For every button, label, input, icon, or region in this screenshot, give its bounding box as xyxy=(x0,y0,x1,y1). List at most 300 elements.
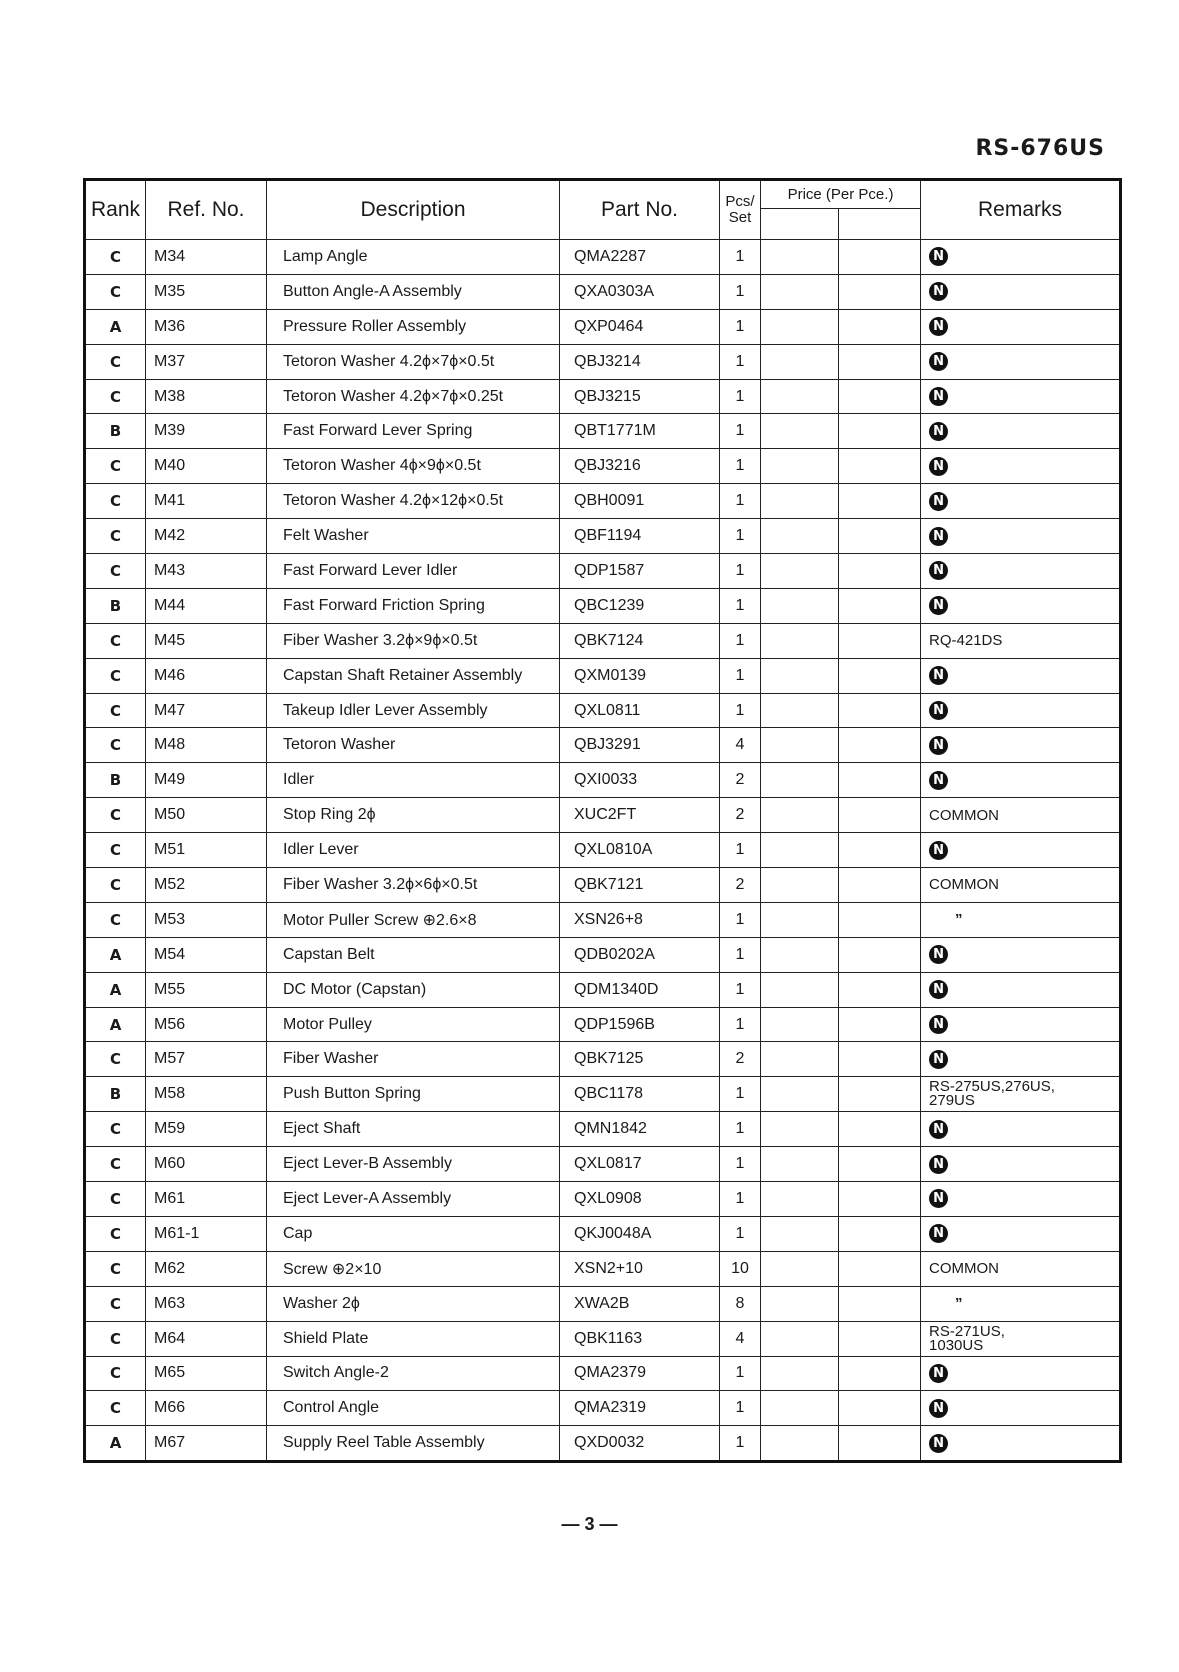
price-cell-2 xyxy=(839,1077,921,1112)
pcs-cell: 1 xyxy=(720,937,761,972)
ref-no-cell: M67 xyxy=(146,1426,267,1462)
ref-no-cell: M52 xyxy=(146,868,267,903)
pcs-cell: 1 xyxy=(720,1391,761,1426)
part-no-cell: XWA2B xyxy=(560,1286,720,1321)
new-part-icon: N xyxy=(929,701,948,720)
ref-no-cell: M51 xyxy=(146,833,267,868)
part-no-cell: QXL0908 xyxy=(560,1182,720,1217)
description-cell: Capstan Belt xyxy=(267,937,560,972)
price-cell-2 xyxy=(839,449,921,484)
price-cell-1 xyxy=(761,1182,839,1217)
description-cell: Fast Forward Friction Spring xyxy=(267,588,560,623)
part-no-cell: QXL0810A xyxy=(560,833,720,868)
new-part-icon: N xyxy=(929,1399,948,1418)
new-part-icon: N xyxy=(929,247,948,266)
price-cell-1 xyxy=(761,1112,839,1147)
pcs-cell: 1 xyxy=(720,693,761,728)
remarks-cell xyxy=(921,937,1121,972)
description-cell: Shield Plate xyxy=(267,1321,560,1356)
price-cell-2 xyxy=(839,1356,921,1391)
pcs-cell: 4 xyxy=(720,728,761,763)
price-cell-1 xyxy=(761,414,839,449)
part-no-cell: XSN26+8 xyxy=(560,902,720,937)
table-row xyxy=(85,309,1121,344)
pcs-cell: 1 xyxy=(720,1356,761,1391)
remarks-cell xyxy=(921,1007,1121,1042)
header-pcs-line2: Set xyxy=(728,209,752,226)
part-no-cell: QMN1842 xyxy=(560,1112,720,1147)
part-no-cell: QBJ3216 xyxy=(560,449,720,484)
ref-no-cell: M60 xyxy=(146,1147,267,1182)
new-part-icon: N xyxy=(929,1050,948,1069)
price-cell-1 xyxy=(761,1216,839,1251)
part-no-cell: QDB0202A xyxy=(560,937,720,972)
description-cell: Idler xyxy=(267,763,560,798)
description-cell: Tetoron Washer 4.2ϕ×7ϕ×0.25t xyxy=(267,379,560,414)
pcs-cell: 1 xyxy=(720,972,761,1007)
remarks-cell xyxy=(921,1216,1121,1251)
new-part-icon: N xyxy=(929,980,948,999)
new-part-icon: N xyxy=(929,736,948,755)
part-no-cell: XUC2FT xyxy=(560,798,720,833)
ref-no-cell: M57 xyxy=(146,1042,267,1077)
description-cell: Idler Lever xyxy=(267,833,560,868)
new-part-icon: N xyxy=(929,1015,948,1034)
price-cell-1 xyxy=(761,1147,839,1182)
header-remarks: Remarks xyxy=(921,180,1121,240)
part-no-cell: QBJ3215 xyxy=(560,379,720,414)
remarks-cell xyxy=(921,833,1121,868)
rank-cell: A xyxy=(85,1426,146,1462)
price-cell-2 xyxy=(839,1286,921,1321)
rank-cell: C xyxy=(85,554,146,589)
rank-cell: B xyxy=(85,588,146,623)
rank-cell: C xyxy=(85,1286,146,1321)
part-no-cell: QBF1194 xyxy=(560,519,720,554)
remarks-cell xyxy=(921,972,1121,1007)
description-cell: Switch Angle-2 xyxy=(267,1356,560,1391)
rank-cell: A xyxy=(85,972,146,1007)
price-cell-2 xyxy=(839,554,921,589)
price-cell-1 xyxy=(761,868,839,903)
ref-no-cell: M53 xyxy=(146,902,267,937)
price-cell-2 xyxy=(839,1112,921,1147)
part-no-cell: QBK1163 xyxy=(560,1321,720,1356)
pcs-cell: 1 xyxy=(720,484,761,519)
rank-cell: C xyxy=(85,868,146,903)
remarks-cell: RS-275US,276US, 279US xyxy=(921,1077,1121,1112)
ref-no-cell: M35 xyxy=(146,274,267,309)
price-cell-2 xyxy=(839,1007,921,1042)
table-row xyxy=(85,623,1121,658)
ref-no-cell: M62 xyxy=(146,1251,267,1286)
header-ref-no: Ref. No. xyxy=(146,180,267,240)
ref-no-cell: M43 xyxy=(146,554,267,589)
price-cell-2 xyxy=(839,937,921,972)
pcs-cell: 1 xyxy=(720,1182,761,1217)
part-no-cell: QXP0464 xyxy=(560,309,720,344)
rank-cell: A xyxy=(85,309,146,344)
table-row xyxy=(85,868,1121,903)
price-cell-2 xyxy=(839,1426,921,1462)
part-no-cell: QXL0817 xyxy=(560,1147,720,1182)
table-row xyxy=(85,972,1121,1007)
new-part-icon: N xyxy=(929,771,948,790)
remarks-cell xyxy=(921,1042,1121,1077)
price-cell-1 xyxy=(761,902,839,937)
price-cell-2 xyxy=(839,414,921,449)
ref-no-cell: M66 xyxy=(146,1391,267,1426)
remarks-cell: ” xyxy=(921,1286,1121,1321)
parts-table-body xyxy=(85,240,1121,1462)
description-cell: Button Angle-A Assembly xyxy=(267,274,560,309)
part-no-cell: XSN2+10 xyxy=(560,1251,720,1286)
rank-cell: C xyxy=(85,240,146,275)
description-cell: Fiber Washer 3.2ϕ×9ϕ×0.5t xyxy=(267,623,560,658)
price-cell-1 xyxy=(761,1251,839,1286)
new-part-icon: N xyxy=(929,317,948,336)
rank-cell: C xyxy=(85,1356,146,1391)
rank-cell: C xyxy=(85,1251,146,1286)
table-row xyxy=(85,274,1121,309)
price-cell-1 xyxy=(761,344,839,379)
part-no-cell: QBH0091 xyxy=(560,484,720,519)
pcs-cell: 1 xyxy=(720,1216,761,1251)
remarks-cell xyxy=(921,274,1121,309)
remarks-cell xyxy=(921,1182,1121,1217)
new-part-icon: N xyxy=(929,1189,948,1208)
pcs-cell: 1 xyxy=(720,554,761,589)
header-price-sub-2 xyxy=(839,208,921,239)
table-row xyxy=(85,414,1121,449)
pcs-cell: 1 xyxy=(720,833,761,868)
price-cell-1 xyxy=(761,240,839,275)
part-no-cell: QBK7125 xyxy=(560,1042,720,1077)
price-cell-2 xyxy=(839,868,921,903)
price-cell-1 xyxy=(761,1356,839,1391)
description-cell: Fast Forward Lever Idler xyxy=(267,554,560,589)
pcs-cell: 1 xyxy=(720,1147,761,1182)
rank-cell: A xyxy=(85,937,146,972)
price-cell-2 xyxy=(839,833,921,868)
pcs-cell: 1 xyxy=(720,1007,761,1042)
table-row xyxy=(85,1286,1121,1321)
part-no-cell: QDM1340D xyxy=(560,972,720,1007)
new-part-icon: N xyxy=(929,1364,948,1383)
pcs-cell: 2 xyxy=(720,763,761,798)
pcs-cell: 1 xyxy=(720,902,761,937)
part-no-cell: QKJ0048A xyxy=(560,1216,720,1251)
new-part-icon: N xyxy=(929,352,948,371)
model-number: RS-676US xyxy=(975,136,1105,161)
price-cell-2 xyxy=(839,1182,921,1217)
pcs-cell: 4 xyxy=(720,1321,761,1356)
description-cell: Motor Pulley xyxy=(267,1007,560,1042)
new-part-icon: N xyxy=(929,666,948,685)
price-cell-1 xyxy=(761,484,839,519)
price-cell-2 xyxy=(839,972,921,1007)
rank-cell: C xyxy=(85,1321,146,1356)
price-cell-1 xyxy=(761,833,839,868)
rank-cell: C xyxy=(85,902,146,937)
pcs-cell: 8 xyxy=(720,1286,761,1321)
table-row xyxy=(85,240,1121,275)
remarks-cell xyxy=(921,344,1121,379)
pcs-cell: 1 xyxy=(720,1077,761,1112)
part-no-cell: QMA2379 xyxy=(560,1356,720,1391)
rank-cell: B xyxy=(85,763,146,798)
pcs-cell: 1 xyxy=(720,1112,761,1147)
part-no-cell: QMA2319 xyxy=(560,1391,720,1426)
ref-no-cell: M45 xyxy=(146,623,267,658)
price-cell-2 xyxy=(839,240,921,275)
table-row xyxy=(85,1112,1121,1147)
price-cell-2 xyxy=(839,1391,921,1426)
table-row xyxy=(85,1147,1121,1182)
rank-cell: B xyxy=(85,414,146,449)
price-cell-1 xyxy=(761,309,839,344)
price-cell-1 xyxy=(761,728,839,763)
rank-cell: C xyxy=(85,274,146,309)
price-cell-1 xyxy=(761,1391,839,1426)
price-cell-2 xyxy=(839,728,921,763)
rank-cell: C xyxy=(85,728,146,763)
description-cell: Screw ⊕2×10 xyxy=(267,1251,560,1286)
price-cell-1 xyxy=(761,588,839,623)
description-cell: DC Motor (Capstan) xyxy=(267,972,560,1007)
rank-cell: C xyxy=(85,379,146,414)
table-row xyxy=(85,1007,1121,1042)
new-part-icon: N xyxy=(929,387,948,406)
table-row xyxy=(85,519,1121,554)
table-row xyxy=(85,1077,1121,1112)
new-part-icon: N xyxy=(929,841,948,860)
header-price-sub-1 xyxy=(761,208,839,239)
table-row xyxy=(85,1182,1121,1217)
table-row xyxy=(85,1042,1121,1077)
new-part-icon: N xyxy=(929,596,948,615)
rank-cell: C xyxy=(85,658,146,693)
description-cell: Supply Reel Table Assembly xyxy=(267,1426,560,1462)
new-part-icon: N xyxy=(929,561,948,580)
remarks-cell xyxy=(921,379,1121,414)
price-cell-2 xyxy=(839,519,921,554)
ref-no-cell: M49 xyxy=(146,763,267,798)
part-no-cell: QDP1596B xyxy=(560,1007,720,1042)
price-cell-2 xyxy=(839,484,921,519)
new-part-icon: N xyxy=(929,1120,948,1139)
header-description: Description xyxy=(267,180,560,240)
ref-no-cell: M41 xyxy=(146,484,267,519)
price-cell-1 xyxy=(761,1007,839,1042)
header-part-no: Part No. xyxy=(560,180,720,240)
remarks-cell: ” xyxy=(921,902,1121,937)
ref-no-cell: M64 xyxy=(146,1321,267,1356)
new-part-icon: N xyxy=(929,945,948,964)
pcs-cell: 1 xyxy=(720,379,761,414)
price-cell-1 xyxy=(761,937,839,972)
pcs-cell: 1 xyxy=(720,309,761,344)
remarks-cell xyxy=(921,240,1121,275)
table-row xyxy=(85,1391,1121,1426)
price-cell-1 xyxy=(761,449,839,484)
new-part-icon: N xyxy=(929,282,948,301)
price-cell-2 xyxy=(839,1042,921,1077)
pcs-cell: 1 xyxy=(720,274,761,309)
description-cell: Cap xyxy=(267,1216,560,1251)
rank-cell: C xyxy=(85,1042,146,1077)
description-cell: Tetoron Washer 4.2ϕ×12ϕ×0.5t xyxy=(267,484,560,519)
table-row xyxy=(85,693,1121,728)
price-cell-1 xyxy=(761,519,839,554)
remarks-cell xyxy=(921,1356,1121,1391)
price-cell-1 xyxy=(761,554,839,589)
ref-no-cell: M61-1 xyxy=(146,1216,267,1251)
rank-cell: A xyxy=(85,1007,146,1042)
remarks-cell xyxy=(921,309,1121,344)
new-part-icon: N xyxy=(929,457,948,476)
pcs-cell: 1 xyxy=(720,344,761,379)
price-cell-2 xyxy=(839,344,921,379)
price-cell-1 xyxy=(761,1321,839,1356)
pcs-cell: 2 xyxy=(720,868,761,903)
price-cell-2 xyxy=(839,623,921,658)
pcs-cell: 1 xyxy=(720,623,761,658)
rank-cell: C xyxy=(85,693,146,728)
description-cell: Eject Lever-B Assembly xyxy=(267,1147,560,1182)
rank-cell: C xyxy=(85,1216,146,1251)
part-no-cell: QMA2287 xyxy=(560,240,720,275)
part-no-cell: QBK7124 xyxy=(560,623,720,658)
remarks-cell: COMMON xyxy=(921,798,1121,833)
ref-no-cell: M46 xyxy=(146,658,267,693)
table-row xyxy=(85,344,1121,379)
description-cell: Fiber Washer 3.2ϕ×6ϕ×0.5t xyxy=(267,868,560,903)
description-cell: Eject Lever-A Assembly xyxy=(267,1182,560,1217)
rank-cell: C xyxy=(85,1112,146,1147)
price-cell-1 xyxy=(761,972,839,1007)
price-cell-1 xyxy=(761,623,839,658)
part-no-cell: QXM0139 xyxy=(560,658,720,693)
remarks-cell xyxy=(921,449,1121,484)
part-no-cell: QXA0303A xyxy=(560,274,720,309)
price-cell-1 xyxy=(761,1042,839,1077)
price-cell-2 xyxy=(839,798,921,833)
remarks-cell xyxy=(921,1391,1121,1426)
remarks-cell: RQ-421DS xyxy=(921,623,1121,658)
table-row xyxy=(85,379,1121,414)
new-part-icon: N xyxy=(929,527,948,546)
price-cell-2 xyxy=(839,274,921,309)
rank-cell: C xyxy=(85,1182,146,1217)
table-row xyxy=(85,1356,1121,1391)
ref-no-cell: M36 xyxy=(146,309,267,344)
header-price: Price (Per Pce.) xyxy=(761,180,921,209)
price-cell-2 xyxy=(839,1147,921,1182)
ref-no-cell: M56 xyxy=(146,1007,267,1042)
remarks-cell xyxy=(921,728,1121,763)
remarks-cell xyxy=(921,693,1121,728)
description-cell: Motor Puller Screw ⊕2.6×8 xyxy=(267,902,560,937)
remarks-cell xyxy=(921,1426,1121,1462)
price-cell-2 xyxy=(839,1321,921,1356)
rank-cell: C xyxy=(85,1391,146,1426)
remarks-cell: COMMON xyxy=(921,1251,1121,1286)
description-cell: Push Button Spring xyxy=(267,1077,560,1112)
price-cell-2 xyxy=(839,902,921,937)
description-cell: Tetoron Washer xyxy=(267,728,560,763)
rank-cell: C xyxy=(85,519,146,554)
table-row xyxy=(85,1251,1121,1286)
pcs-cell: 2 xyxy=(720,1042,761,1077)
description-cell: Eject Shaft xyxy=(267,1112,560,1147)
price-cell-2 xyxy=(839,309,921,344)
ref-no-cell: M40 xyxy=(146,449,267,484)
pcs-cell: 1 xyxy=(720,240,761,275)
remarks-cell: COMMON xyxy=(921,868,1121,903)
remarks-cell xyxy=(921,763,1121,798)
table-row xyxy=(85,728,1121,763)
price-cell-2 xyxy=(839,588,921,623)
table-row xyxy=(85,798,1121,833)
new-part-icon: N xyxy=(929,422,948,441)
pcs-cell: 1 xyxy=(720,519,761,554)
table-row xyxy=(85,484,1121,519)
pcs-cell: 1 xyxy=(720,588,761,623)
description-cell: Stop Ring 2ϕ xyxy=(267,798,560,833)
rank-cell: B xyxy=(85,1077,146,1112)
ref-no-cell: M54 xyxy=(146,937,267,972)
ref-no-cell: M50 xyxy=(146,798,267,833)
rank-cell: C xyxy=(85,1147,146,1182)
description-cell: Lamp Angle xyxy=(267,240,560,275)
part-no-cell: QBC1239 xyxy=(560,588,720,623)
description-cell: Washer 2ϕ xyxy=(267,1286,560,1321)
price-cell-2 xyxy=(839,1251,921,1286)
description-cell: Capstan Shaft Retainer Assembly xyxy=(267,658,560,693)
ref-no-cell: M61 xyxy=(146,1182,267,1217)
table-row xyxy=(85,902,1121,937)
price-cell-1 xyxy=(761,693,839,728)
pcs-cell: 1 xyxy=(720,449,761,484)
remarks-cell xyxy=(921,1112,1121,1147)
remarks-cell xyxy=(921,414,1121,449)
part-no-cell: QBJ3291 xyxy=(560,728,720,763)
price-cell-2 xyxy=(839,763,921,798)
pcs-cell: 2 xyxy=(720,798,761,833)
table-row xyxy=(85,554,1121,589)
ref-no-cell: M34 xyxy=(146,240,267,275)
remarks-cell xyxy=(921,484,1121,519)
page-number: — 3 — xyxy=(561,1514,618,1534)
rank-cell: C xyxy=(85,449,146,484)
ref-no-cell: M42 xyxy=(146,519,267,554)
rank-cell: C xyxy=(85,833,146,868)
description-cell: Tetoron Washer 4.2ϕ×7ϕ×0.5t xyxy=(267,344,560,379)
rank-cell: C xyxy=(85,798,146,833)
description-cell: Felt Washer xyxy=(267,519,560,554)
price-cell-2 xyxy=(839,693,921,728)
ref-no-cell: M48 xyxy=(146,728,267,763)
remarks-cell xyxy=(921,588,1121,623)
rank-cell: C xyxy=(85,623,146,658)
part-no-cell: QBC1178 xyxy=(560,1077,720,1112)
ref-no-cell: M37 xyxy=(146,344,267,379)
price-cell-2 xyxy=(839,658,921,693)
price-cell-1 xyxy=(761,379,839,414)
rank-cell: C xyxy=(85,344,146,379)
part-no-cell: QXD0032 xyxy=(560,1426,720,1462)
